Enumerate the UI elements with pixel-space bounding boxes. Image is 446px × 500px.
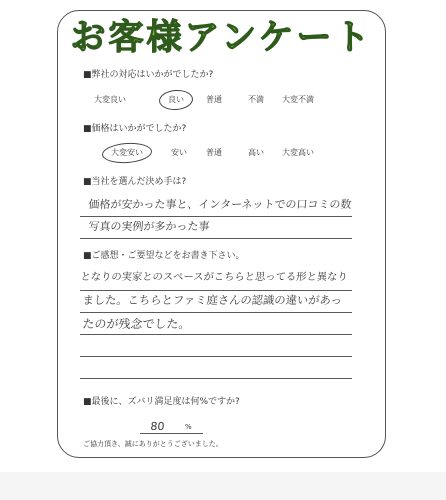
q1-option-average[interactable]: 普通: [206, 95, 222, 104]
q3-label: ■当社を選んだ決め手は?: [83, 177, 187, 187]
q4-answer-line-2: ました。こちらとファミ庭さんの認識の違いがあっ: [81, 294, 343, 307]
writing-line: [80, 238, 352, 239]
answer-underline: [140, 433, 203, 434]
q1-option-unsatisfied[interactable]: 不満: [248, 95, 264, 104]
writing-line: [80, 378, 352, 379]
thank-you-footer: ご協力頂き、誠にありがとうございました。: [83, 440, 223, 448]
q1-label: ■弊社の対応はいかがでしたか?: [83, 70, 214, 80]
page-bottom-margin: [0, 472, 446, 500]
q3-answer-line-2: 写真の実例が多かった事: [87, 220, 211, 233]
q4-answer-line-1: となりの実家とのスペースがこちらと思ってる形と異なり: [79, 271, 349, 283]
q1-option-very-good[interactable]: 大変良い: [94, 95, 126, 104]
writing-line: [80, 312, 352, 313]
q5-answer-value: 80: [149, 420, 166, 433]
q1-option-good[interactable]: 良い: [168, 96, 184, 104]
q2-option-very-cheap[interactable]: 大変安い: [111, 149, 143, 157]
q2-option-cheap[interactable]: 安い: [171, 148, 187, 157]
survey-title: お客様アンケート: [70, 18, 373, 58]
q2-option-very-expensive[interactable]: 大変高い: [282, 148, 314, 157]
q2-option-average[interactable]: 普通: [206, 148, 222, 157]
writing-line: [80, 356, 352, 357]
q2-option-expensive[interactable]: 高い: [248, 148, 264, 157]
writing-line: [80, 216, 352, 217]
q5-percent-unit: %: [185, 423, 192, 431]
q4-answer-line-3: たのが残念でした。: [81, 317, 192, 331]
q3-answer-line-1: 価格が安かった事と、インターネットでの口コミの数: [87, 198, 353, 211]
q4-label: ■ご感想・ご要望などをお書き下さい。: [83, 251, 245, 261]
q2-label: ■価格はいかがでしたか?: [83, 124, 187, 134]
writing-line: [80, 290, 352, 291]
q5-label: ■最後に、ズバリ満足度は何%ですか?: [83, 397, 240, 407]
writing-line: [80, 334, 352, 335]
q1-option-very-unsatisfied[interactable]: 大変不満: [282, 95, 314, 104]
